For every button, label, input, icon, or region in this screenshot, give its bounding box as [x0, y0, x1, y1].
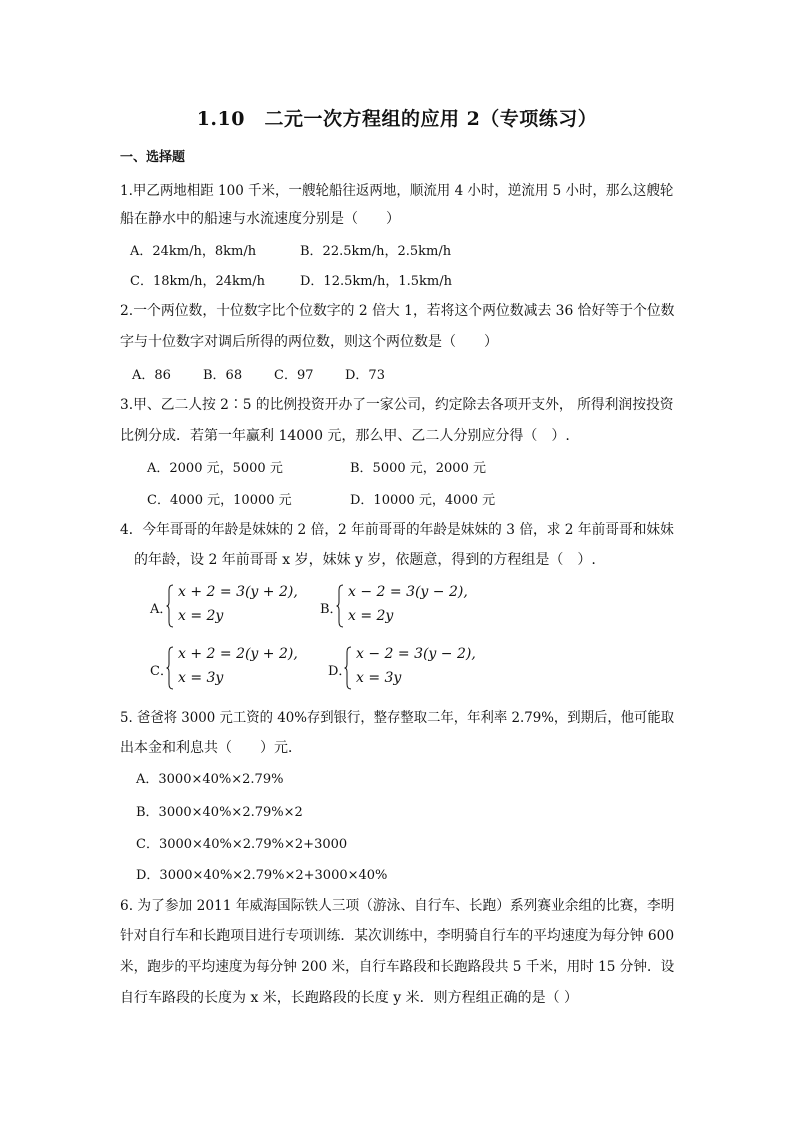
q1-option-a: A．24km/h，8km/h: [130, 244, 257, 259]
q1-text-line-1: 1.甲乙两地相距 100 千米，一艘轮船往返两地，顺流用 4 小时，逆流用 5 小时，那么这艘轮: [120, 183, 674, 199]
q5-text-line-2: 出本金和利息共（ ）元．: [120, 740, 302, 756]
left-brace-icon: [344, 646, 352, 690]
q5-option-a: A．3000×40%×2.79%: [136, 772, 284, 787]
q6-text-line-3: 米，跑步的平均速度为每分钟 200 米，自行车路段和长跑路段共 5 千米，用时 15 分钟．设: [120, 959, 675, 975]
q4-option-d-label: D．: [328, 664, 352, 679]
q4-option-c-equation-1: x + 2 = 2(y + 2),: [178, 646, 298, 662]
page-title: 1.10 二元一次方程组的应用 2（专项练习）: [196, 108, 598, 130]
section-heading: 一、选择题: [120, 150, 186, 165]
left-brace-icon: [166, 646, 174, 690]
q4-option-a-equation-1: x + 2 = 3(y + 2),: [178, 584, 298, 600]
q4-option-b-equation-2: x = 2y: [348, 608, 394, 624]
q1-option-b: B．22.5km/h，2.5km/h: [300, 244, 452, 259]
q5-option-c: C．3000×40%×2.79%×2+3000: [136, 837, 348, 852]
q4-text-line-2: 的年龄，设 2 年前哥哥 x 岁，妹妹 y 岁，依题意，得到的方程组是（ ）.: [134, 552, 596, 568]
left-brace-icon: [336, 584, 344, 628]
q2-option-c: C．97: [274, 368, 314, 383]
q2-text-line-1: 2.一个两位数，十位数字比个位数字的 2 倍大 1，若将这个两位数减去 36 恰好等于个位数: [120, 303, 675, 319]
q4-option-b-equation-1: x − 2 = 3(y − 2),: [348, 584, 468, 600]
q4-option-b-label: B．: [320, 602, 343, 617]
q2-option-a: A．86: [132, 368, 171, 383]
q4-option-c-label: C．: [150, 664, 173, 679]
q3-text-line-2: 比例分成．若第一年赢利 14000 元，那么甲、乙二人分别应分得（ ）.: [120, 428, 570, 444]
q4-option-c-equation-2: x = 3y: [178, 670, 224, 686]
q4-option-a-label: A．: [150, 602, 173, 617]
q1-text-line-2: 船在静水中的船速与水流速度分别是（ ）: [120, 211, 400, 227]
q1-option-c: C．18km/h，24km/h: [130, 274, 265, 289]
q6-text-line-2: 针对自行车和长跑项目进行专项训练．某次训练中，李明骑自行车的平均速度为每分钟 600: [120, 928, 675, 944]
q5-option-d: D．3000×40%×2.79%×2+3000×40%: [136, 868, 388, 883]
q5-option-b: B．3000×40%×2.79%×2: [136, 805, 303, 820]
q3-option-d: D．10000 元，4000 元: [350, 493, 496, 508]
q6-text-line-4: 自行车路段的长度为 x 米，长跑路段的长度 y 米．则方程组正确的是（ ）: [120, 990, 579, 1006]
q1-option-d: D．12.5km/h，1.5km/h: [300, 274, 452, 289]
q5-text-line-1: 5. 爸爸将 3000 元工资的 40%存到银行，整存整取二年，年利率 2.79%，到期后，他可能取: [120, 710, 675, 726]
q2-option-d: D．73: [345, 368, 385, 383]
q3-option-b: B．5000 元，2000 元: [350, 461, 486, 476]
q4-option-a-equation-2: x = 2y: [178, 608, 224, 624]
left-brace-icon: [166, 584, 174, 628]
q6-text-line-1: 6. 为了参加 2011 年威海国际铁人三项（游泳、自行车、长跑）系列赛业余组的比赛，李明: [120, 898, 675, 914]
q3-option-a: A．2000 元，5000 元: [147, 461, 283, 476]
q3-option-c: C．4000 元，10000 元: [147, 493, 292, 508]
q4-option-d-equation-1: x − 2 = 3(y − 2),: [356, 646, 476, 662]
q2-option-b: B．68: [203, 368, 243, 383]
q3-text-line-1: 3.甲、乙二人按 2∶5 的比例投资开办了一家公司，约定除去各项开支外， 所得利润按投资: [120, 397, 674, 413]
q4-option-d-equation-2: x = 3y: [356, 670, 402, 686]
q2-text-line-2: 字与十位数字对调后所得的两位数，则这个两位数是（ ）: [120, 334, 498, 350]
q4-text-line-1: 4．今年哥哥的年龄是妹妹的 2 倍，2 年前哥哥的年龄是妹妹的 3 倍，求 2 年前哥哥和妹妹: [120, 522, 674, 538]
